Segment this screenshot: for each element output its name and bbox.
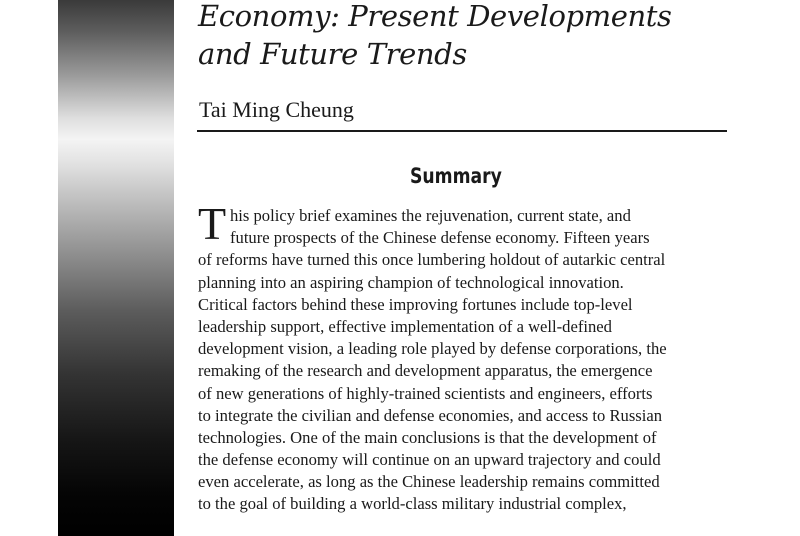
paragraph-line: to the goal of building a world-class military industrial complex, bbox=[198, 494, 627, 514]
summary-paragraph bbox=[198, 198, 738, 516]
author-name: Tai Ming Cheung bbox=[199, 97, 354, 122]
paragraph-line: his policy brief examines the rejuvenation, current state, and bbox=[230, 206, 631, 225]
paragraph-line: Critical factors behind these improving fortunes include top-level bbox=[198, 294, 633, 314]
title-line-2: and Future Trends bbox=[198, 37, 467, 71]
paragraph-line: remaking of the research and development apparatus, the emergence bbox=[198, 361, 653, 381]
title-divider-rule bbox=[197, 130, 727, 132]
section-heading-summary: Summary bbox=[410, 164, 502, 188]
paragraph-line: development vision, a leading role played by defense corporations, the bbox=[198, 339, 667, 359]
paragraph-line: technologies. One of the main conclusions is that the development of bbox=[198, 427, 657, 447]
decorative-gradient-band bbox=[58, 0, 174, 536]
paragraph-line: planning into an aspiring champion of technological innovation. bbox=[198, 272, 624, 292]
title-line-1: Economy: Present Developments bbox=[198, 0, 672, 33]
drop-cap-letter: T bbox=[198, 198, 227, 249]
paragraph-line: of reforms have turned this once lumbering holdout of autarkic central bbox=[198, 250, 666, 270]
paragraph-line: even accelerate, as long as the Chinese leadership remains committed bbox=[198, 472, 660, 492]
paragraph-line: of new generations of highly-trained scientists and engineers, efforts bbox=[198, 383, 653, 403]
paragraph-line: future prospects of the Chinese defense economy. Fifteen years bbox=[230, 228, 650, 248]
paragraph-line: leadership support, effective implementation of a well-defined bbox=[198, 316, 612, 336]
paragraph-line: to integrate the civilian and defense economies, and access to Russian bbox=[198, 405, 663, 425]
document-title bbox=[198, 0, 758, 73]
paragraph-line: the defense economy will continue on an upward trajectory and could bbox=[198, 450, 661, 470]
